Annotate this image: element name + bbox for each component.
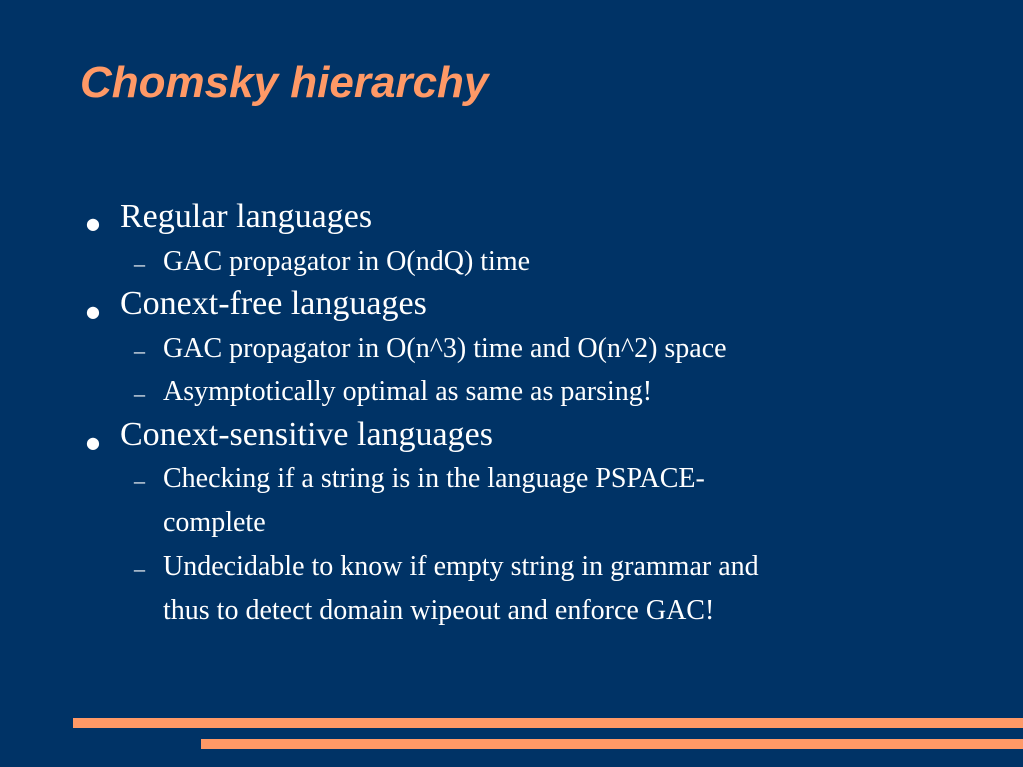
dash-icon: – [134,251,145,276]
sub-item-context-sensitive-undecidable-cont: thus to detect domain wipeout and enforce GAC! [163,595,715,626]
dash-icon: – [134,556,145,581]
dash-icon: – [134,468,145,493]
sub-item-context-sensitive-undecidable: Undecidable to know if empty string in grammar and [163,551,759,582]
bullet-icon: ● [86,433,100,452]
bullet-icon: ● [86,214,100,233]
bullet-icon: ● [86,302,100,321]
list-item-regular-languages: Regular languages [120,198,373,235]
sub-item-context-free-gac: GAC propagator in O(n^3) time and O(n^2) space [163,333,727,364]
sub-item-context-sensitive-pspace-cont: complete [163,507,266,538]
dash-icon: – [134,338,145,363]
slide-title: Chomsky hierarchy [80,58,489,107]
dash-icon: – [134,381,145,406]
decorative-rule-bottom [201,739,1023,749]
sub-item-context-sensitive-pspace: Checking if a string is in the language PSPACE- [163,463,705,494]
decorative-rule-top [73,718,1023,728]
list-item-context-free-languages: Conext-free languages [120,285,427,322]
sub-item-regular-gac: GAC propagator in O(ndQ) time [163,246,531,277]
sub-item-context-free-optimal: Asymptotically optimal as same as parsing! [163,376,653,407]
list-item-context-sensitive-languages: Conext-sensitive languages [120,416,493,453]
